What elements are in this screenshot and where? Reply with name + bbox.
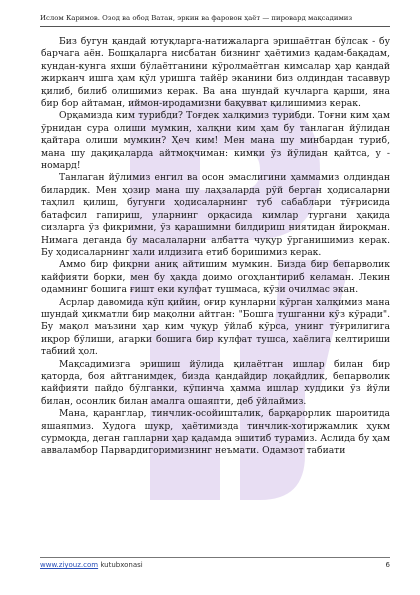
paragraph: Асрлар давомида кўп қийин, оғир кунларни кўрган халқимиз мана шундай ҳикматли бир мақолни айтган: "Бошга тушганни кўз кўради". Бу мақол маъзини ҳар ким чуқур ўйлаб кўрса, унинг тўғрилигига иқрор бўлиши, агарки бошига бир кулфат тушса, хаёлига келтириши табиий ҳол.	[41, 296, 390, 358]
footer-divider	[40, 557, 390, 558]
paragraph: Аммо бир фикрни аниқ айтишим мумкин. Бизда бир бепарволик кайфияти борки, мен бу ҳақда доимо огоҳлантириб келаман. Лекин одамнинг бошига ғишт еки кулфат тушмаса, кўзи очилмас экан.	[41, 259, 390, 296]
site-link[interactable]: www.ziyouz.com	[40, 561, 99, 569]
page-footer	[40, 561, 390, 570]
paragraph: Мана, қаранглар, тинчлик-осойишталик, барқарорлик шароитида яшаяпмиз. Худога шукр, ҳаётимизда тинчлик-хотиржамлик ҳукм сурмоқда, деган гапларни ҳар қадамда эшитиб турамиз. Аслида бу ҳам авваламбор Парвардигоримизнинг неъмати. Одамзот табиати	[41, 408, 390, 457]
paragraph: Биз бугун қандай ютуқларга-натижаларга эришаётган бўлсак - бу барчага аён. Бошқаларга нисбатан бизнинг ҳаётимиз қадам-бақадам, кундан-кунга яхши бўлаётганини кўролмаётган кимсалар ҳар қандай жирканч ишга ҳам қўл уришга тайёр эканини биз олдиндан тасаввур қилиб, билиб олишимиз керак. Ва ана шундай кучларга қарши, яна бир бор айтаман, иймон-иродамизни бақувват қилишимиз керак.	[41, 36, 390, 110]
paragraph: Танлаган йўлимиз енгил ва осон эмаслигини ҳаммамиз олдиндан билардик. Мен ҳозир мана шу лаҳзаларда рўй берган ҳодисаларни таҳлил қилиш, бугунги ҳодисаларнинг туб сабаблари тўғрисида батафсил гапириш, уларнинг орқасида кимлар тургани ҳақида сизларга ўз фикримни, ўз қарашимни билдириш ниятидан йироқман. Нимага деганда бу масалаларни албатта чуқур ўрганишимиз керак. Бу ҳодисаларнинг хали илдизига етиб боришимиз керак.	[41, 172, 390, 258]
paragraph: Мақсадимизга эришиш йўлида қилаётган ишлар билан бир қаторда, боя айтганимдек, бизда қандайдир лоқайдлик, бепарволик кайфияти пайдо бўлганки, кўпинча ҳамма ишлар худдики ўз йўли билан, осонлик билан амалга ошаяпти, деб ўйлаймиз.	[41, 358, 390, 407]
running-header: Ислом Каримов. Озод ва обод Ватан, эркин ва фаровон ҳаёт — пировард мақсадимиз	[40, 14, 390, 27]
body-text	[41, 36, 390, 458]
site-suffix: kutubxonasi	[98, 561, 143, 569]
paragraph: Орқамизда ким турибди? Тоғдек халқимиз турибди. Тоғни ким ҳам ўрнидан сура олиши мумкин, халқни ким ҳам бу танлаган йўлидан қайтара олиши мумкин? Ҳеч ким! Мен мана шу минбардан туриб, мана шу дақиқаларда айтмоқчиман: кимки ўз йўлидан қайтса, у - номард!	[41, 110, 390, 172]
page-number: 6	[385, 561, 390, 569]
